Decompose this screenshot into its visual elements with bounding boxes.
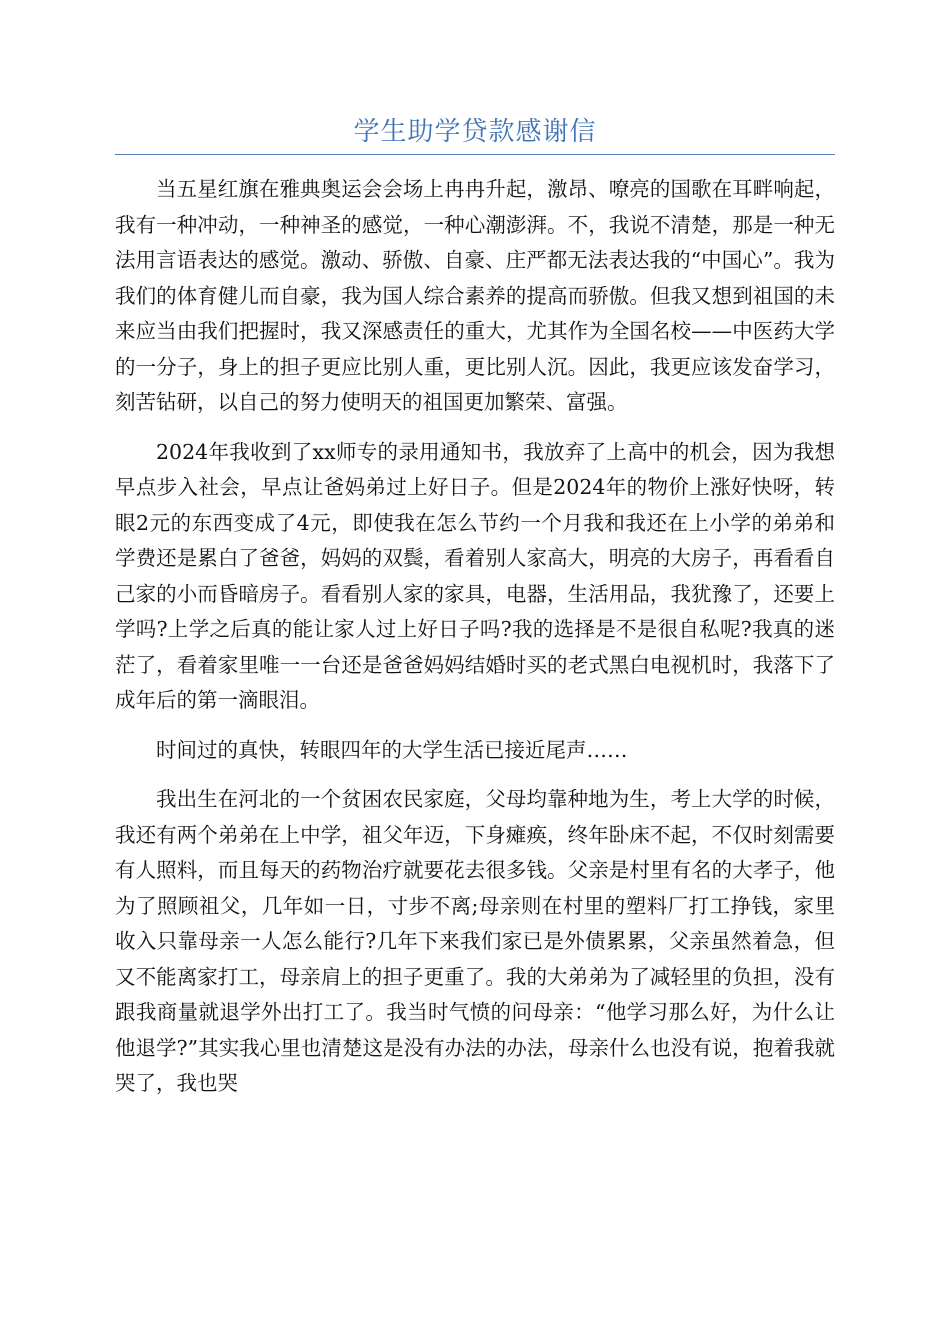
paragraph: 时间过的真快，转眼四年的大学生活已接近尾声…… — [156, 737, 628, 762]
paragraph: 我出生在河北的一个贫困农民家庭，父母均靠种地为生，考上大学的时候，我还有两个弟弟在上中学，祖父年迈，下身瘫痪，终年卧床不起，不仅时刻需要有人照料，而且每天的药物治疗就要花去很多钱。父亲是村里有名的大孝子，他为了照顾祖父，几年如一日，寸步不离;母亲则在村里的塑料厂打工挣钱，家里收入只靠母亲一人怎么能行?几年下来我们家已是外债累累，父亲虽然着急，但又不能离家打工，母亲肩上的担子更重了。我的大弟弟为了减轻里的负担，没有跟我商量就退学外出打工了。我当时气愤的问母亲：“他学习那么好，为什么让他退学?”其实我心里也清楚这是没有办法的办法，母亲什么也没有说，抱着我就哭了，我也哭 — [115, 787, 835, 1095]
paragraph: 当五星红旗在雅典奥运会会场上冉冉升起，激昂、嘹亮的国歌在耳畔响起，我有一种冲动，一种神圣的感觉，一种心潮澎湃。不，我说不清楚，那是一种无法用言语表达的感觉。激动、骄傲、自豪、庄严都无法表达我的“中国心”。我为我们的体育健儿而自豪，我为国人综合素养的提高而骄傲。但我又想到祖国的未来应当由我们把握时，我又深感责任的重大，尤其作为全国名校——中医药大学的一分子，身上的担子更应比别人重，更比别人沉。因此，我更应该发奋学习，刻苦钻研，以自己的努力使明天的祖国更加繁荣、富强。 — [115, 177, 835, 414]
document-title: 学生助学贷款感谢信 — [353, 117, 597, 147]
paragraph: 2024年我收到了xx师专的录用通知书，我放弃了上高中的机会，因为我想早点步入社会，早点让爸妈弟过上好日子。但是2024年的物价上涨好快呀，转眼2元的东西变成了4元，即使我在怎么节约一个月我和我还在上小学的弟弟和学费还是累白了爸爸，妈妈的双鬓，看着别人家高大，明亮的大房子，再看看自己家的小而昏暗房子。看看别人家的家具，电器，生活用品，我犹豫了，还要上学吗?上学之后真的能让家人过上好日子吗?我的选择是不是很自私呢?我真的迷茫了，看着家里唯一一台还是爸爸妈妈结婚时买的老式黑白电视机时，我落下了成年后的第一滴眼泪。 — [115, 439, 835, 712]
title-underline — [115, 154, 835, 155]
document-body — [115, 172, 835, 1116]
